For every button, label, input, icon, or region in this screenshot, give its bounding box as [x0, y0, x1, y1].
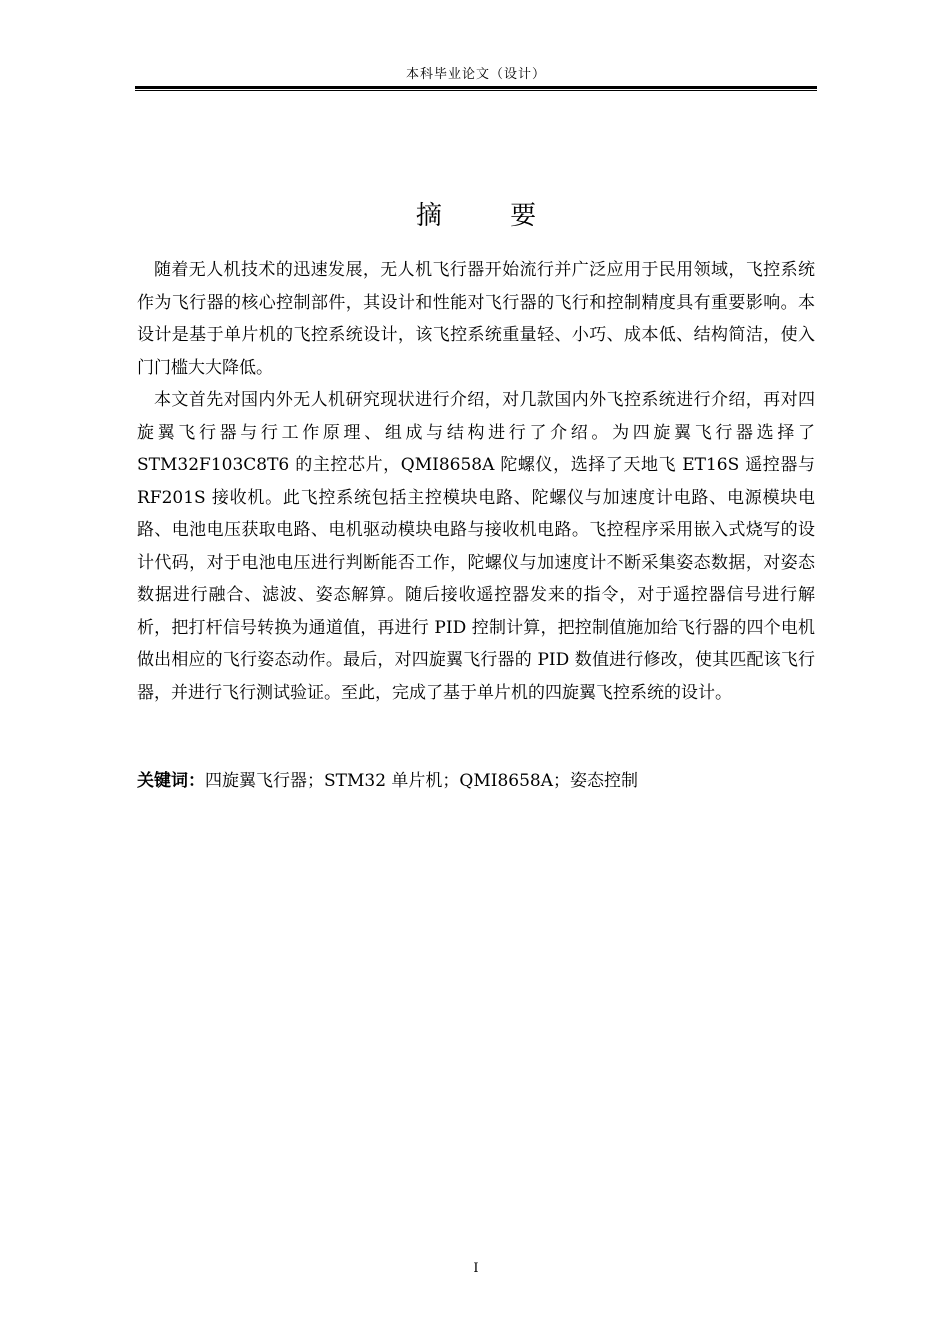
- abstract-body: [137, 254, 815, 709]
- abstract-paragraph-1: 随着无人机技术的迅速发展，无人机飞行器开始流行并广泛应用于民用领域，飞控系统作为飞行器的核心控制部件，其设计和性能对飞行器的飞行和控制精度具有重要影响。本设计是基于单片机的飞控系统设计，该飞控系统重量轻、小巧、成本低、结构简洁，使入门门槛大大降低。: [137, 260, 815, 378]
- header-rule-thin: [135, 90, 817, 91]
- running-header: 本科毕业论文（设计）: [405, 67, 546, 82]
- page-number: I: [473, 1261, 479, 1276]
- abstract-paragraph-2: 本文首先对国内外无人机研究现状进行介绍，对几款国内外飞控系统进行介绍，再对四旋翼飞行器与行工作原理、组成与结构进行了介绍。为四旋翼飞行器选择了 STM32F103C8T6 的主控芯片，QMI8658A 陀螺仪，选择了天地飞 ET16S 遥控器与 RF201S 接收机。此飞控系统包括主控模块电路、陀螺仪与加速度计电路、电源模块电路、电池电压获取电路、电机驱动模块电路与接收机电路。飞控程序采用嵌入式烧写的设计代码，对于电池电压进行判断能否工作，陀螺仪与加速度计不断采集姿态数据，对姿态数据进行融合、滤波、姿态解算。随后接收遥控器发来的指令，对于遥控器信号进行解析，把打杆信号转换为通道值，再进行 PID 控制计算，把控制值施加给飞行器的四个电机做出相应的飞行姿态动作。最后，对四旋翼飞行器的 PID 数值进行修改，使其匹配该飞行器，并进行飞行测试验证。至此，完成了基于单片机的四旋翼飞控系统的设计。: [137, 390, 815, 703]
- header-rule-thick: [135, 86, 817, 89]
- keywords-line: [137, 767, 815, 795]
- keywords-value: 四旋翼飞行器；STM32 单片机；QMI8658A；姿态控制: [205, 771, 639, 791]
- abstract-title: 摘 要: [415, 201, 567, 231]
- keywords-label: 关键词：: [137, 771, 205, 791]
